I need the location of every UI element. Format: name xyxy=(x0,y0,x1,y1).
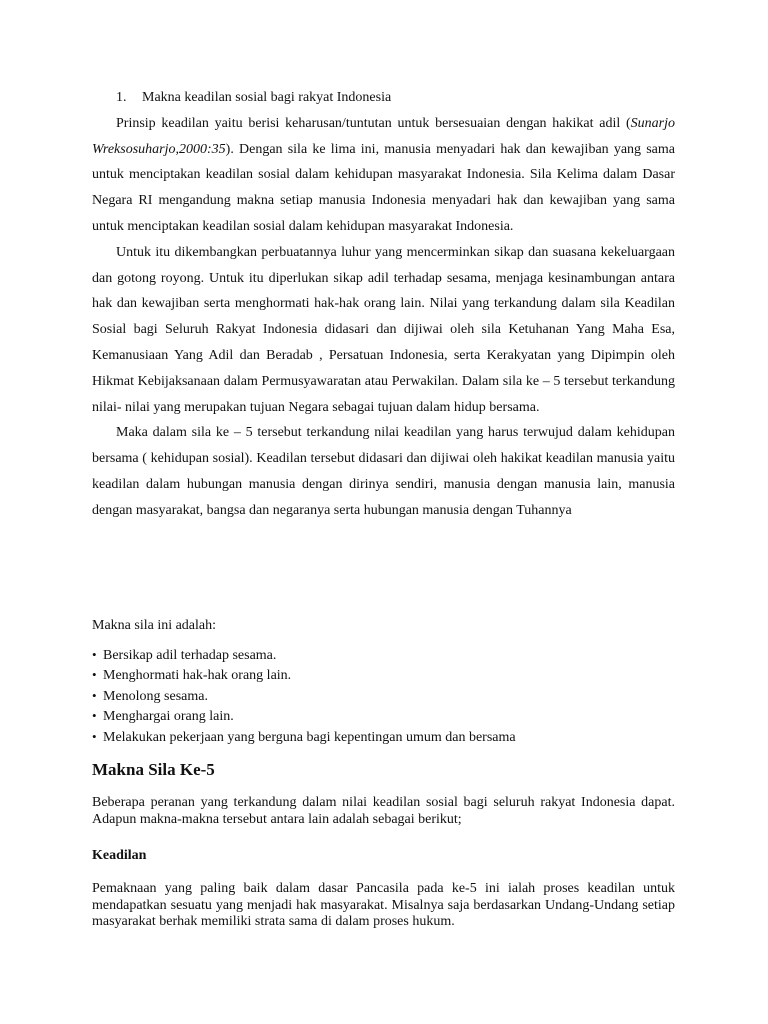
paragraph-prinsip-keadilan xyxy=(92,111,675,240)
list-item xyxy=(92,645,675,665)
paragraph-pemaknaan: Pemaknaan yang paling baik dalam dasar Pancasila pada ke-5 ini ialah proses keadilan untuk mendapatkan sesuatu yang menjadi hak masyarakat. Misalnya saja berdasarkan Undang-Undang setiap masyarakat berhak memiliki strata sama di dalam proses hukum. xyxy=(92,881,675,929)
numbered-heading xyxy=(92,85,675,111)
bullet-icon: • xyxy=(92,708,97,724)
list-item-text: Melakukan pekerjaan yang berguna bagi kepentingan umum dan bersama xyxy=(103,729,516,745)
section-keadilan xyxy=(92,881,675,931)
section-peranan xyxy=(92,795,675,828)
bullet-icon: • xyxy=(92,667,97,683)
heading-text: Makna keadilan sosial bagi rakyat Indonesia xyxy=(142,90,392,105)
list-item-text: Menghormati hak-hak orang lain. xyxy=(103,668,292,684)
bullet-icon: • xyxy=(92,647,97,662)
bullet-list xyxy=(92,645,675,747)
paragraph-text: ). Dengan sila ke lima ini, manusia menyadari hak dan kewajiban yang sama untuk menciptakan keadilan sosial dalam kehidupan masyarakat Indonesia. Sila Kelima dalam Dasar Negara RI mengandung makna setiap manusia Indonesia menyadari hak dan kewajiban yang sama untuk menciptakan keadilan sosial dalam kehidupan masyarakat Indonesia. xyxy=(92,141,675,234)
heading-number: 1. xyxy=(116,90,127,105)
paragraph-peranan: Beberapa peranan yang terkandung dalam nilai keadilan sosial bagi seluruh rakyat Indonesia dapat. Adapun makna-makna tersebut antara lain adalah sebagai berikut; xyxy=(92,795,675,827)
bullet-icon: • xyxy=(92,728,97,744)
list-item-text: Menolong sesama. xyxy=(103,688,208,704)
list-item xyxy=(92,727,675,747)
list-item xyxy=(92,665,675,685)
list-item xyxy=(92,686,675,706)
citation: Sunarjo Wreksosuharjo,2000:35 xyxy=(92,115,675,157)
paragraph-text: Prinsip keadilan yaitu berisi keharusan/tuntutan untuk bersesuaian dengan hakikat adil ( xyxy=(116,115,631,131)
subheading-keadilan: Keadilan xyxy=(92,848,147,863)
section-makna-keadilan xyxy=(92,85,675,524)
paragraph-nilai-keadilan: Maka dalam sila ke – 5 tersebut terkandung nilai keadilan yang harus terwujud dalam kehidupan bersama ( kehidupan sosial). Keadilan tersebut didasari dan dijiwai oleh hakikat keadilan manusia yaitu keadilan dalam hubungan manusia dengan dirinya sendiri, manusia dengan manusia lain, manusia dengan masyarakat, bangsa dan negaranya serta hubungan manusia dengan Tuhannya xyxy=(92,425,675,518)
list-item-text: Bersikap adil terhadap sesama. xyxy=(103,648,277,663)
section-makna-sila xyxy=(92,616,675,747)
paragraph-perbuatan-luhur: Untuk itu dikembangkan perbuatannya luhur yang mencerminkan sikap dan suasana kekeluargaan dan gotong royong. Untuk itu diperlukan sikap adil terhadap sesama, menjaga kesinambungan antara hak dan kewajiban serta menghormati hak-hak orang lain. Nilai yang terkandung dalam sila Keadilan Sosial bagi Seluruh Rakyat Indonesia didasari dan dijiwai oleh sila Ketuhanan Yang Maha Esa, Kemanusiaan Yang Adil dan Beradab , Persatuan Indonesia, serta Kerakyatan yang Dipimpin oleh Hikmat Kebijaksanaan dalam Permusyawaratan atau Perwakilan. Dalam sila ke – 5 tersebut terkandung nilai- nilai yang merupakan tujuan Negara sebagai tujuan dalam hidup bersama. xyxy=(92,244,675,415)
bullet-icon: • xyxy=(92,687,97,703)
list-intro: Makna sila ini adalah: xyxy=(92,618,217,633)
section-heading: Makna Sila Ke-5 xyxy=(92,760,215,779)
list-item-text: Menghargai orang lain. xyxy=(103,709,234,725)
list-item xyxy=(92,706,675,726)
